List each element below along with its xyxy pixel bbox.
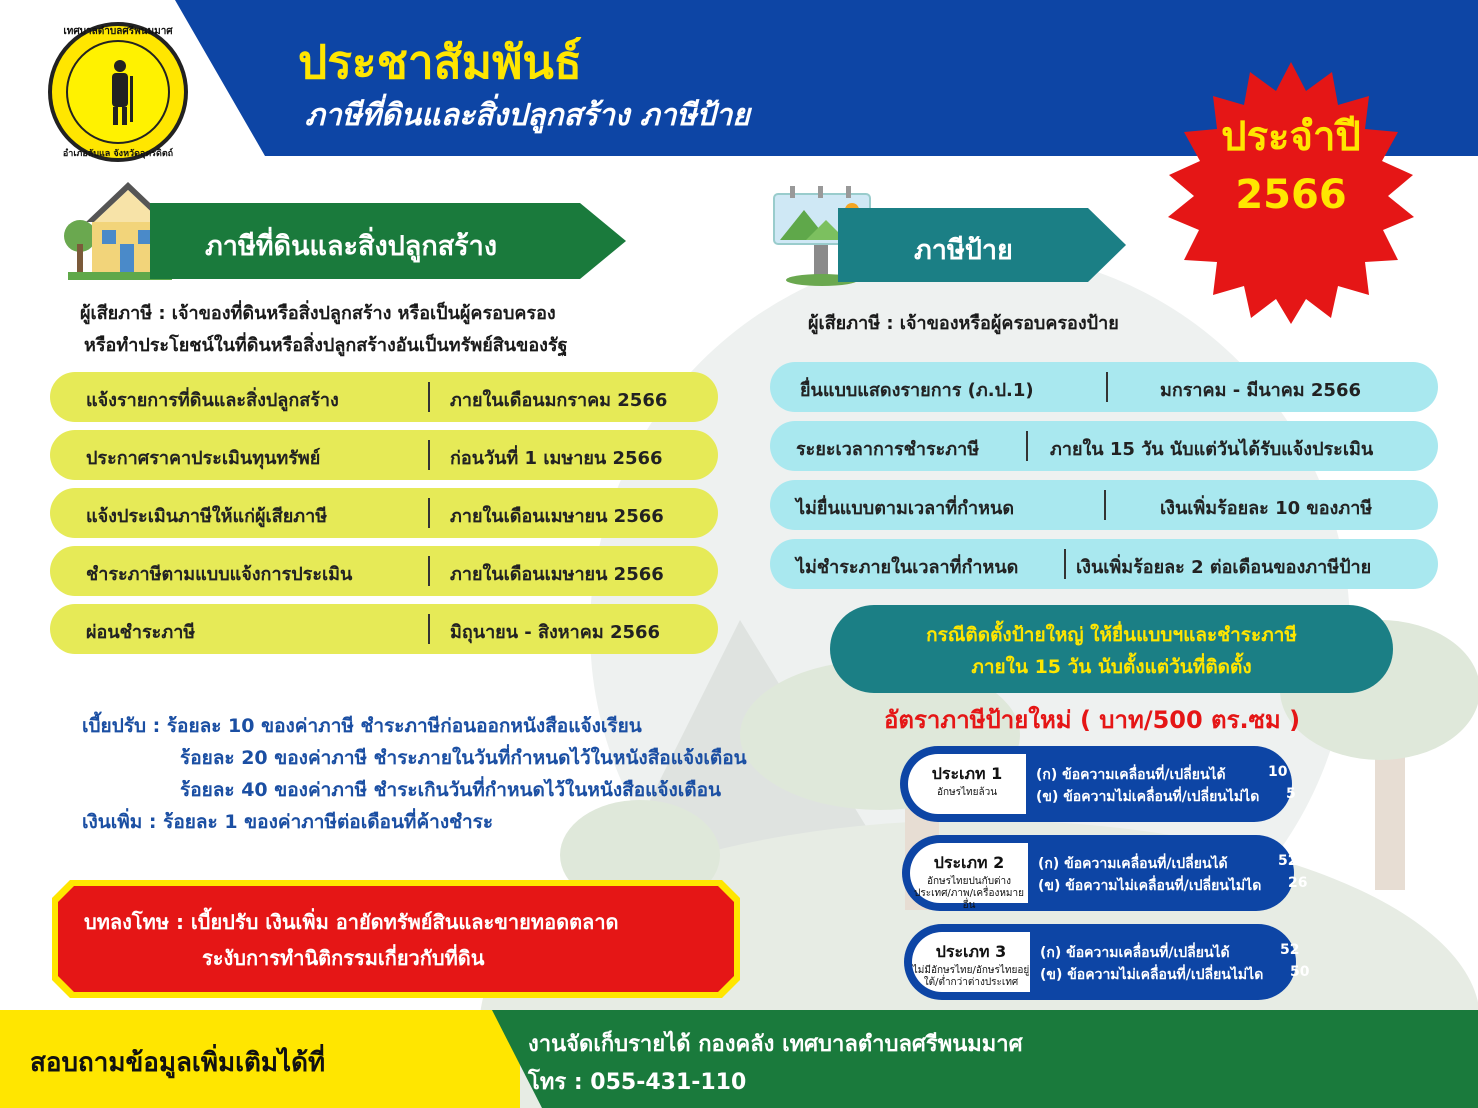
land-tax-heading: ภาษีที่ดินและสิ่งปลูกสร้าง	[205, 231, 498, 262]
rate-row-b-label: (ข) ข้อความไม่เคลื่อนที่/เปลี่ยนไม่ได	[1040, 967, 1264, 983]
sign-tax-heading: ภาษีป้าย	[914, 235, 1013, 266]
rate-row-b-value: 26	[1288, 875, 1308, 891]
land-schedule-row	[50, 546, 718, 596]
page-title: ประชาสัมพันธ์	[298, 35, 582, 89]
surcharge-rule: เงินเพิ่ม : ร้อยละ 1 ของค่าภาษีต่อเดือนที่ค้างชำระ	[82, 811, 494, 833]
land-schedule-row	[50, 372, 718, 422]
fine-rule: เบี้ยปรับ : ร้อยละ 10 ของค่าภาษี ชำระภาษีก่อนออกหนังสือแจ้งเรียน	[82, 715, 642, 737]
rate-card-type2	[902, 835, 1308, 911]
land-tax-payer-line1: ผู้เสียภาษี : เจ้าของที่ดินหรือสิ่งปลูกสร้าง หรือเป็นผู้ครอบครอง	[80, 303, 556, 324]
sign-schedule-row	[770, 480, 1438, 530]
rate-type-tag	[910, 843, 1028, 911]
rate-row-b	[1038, 875, 1308, 897]
fine-rules	[82, 710, 842, 838]
big-sign-line1: กรณีติดตั้งป้ายใหญ่ ให้ยื่นแบบฯและชำระภาษี	[926, 624, 1297, 646]
rate-type-desc: ไม่มีอักษรไทย/อักษรไทยอยู่ใต้/ต่ำกว่าต่างประเทศ	[912, 965, 1030, 988]
rate-row-a-label: (ก) ข้อความเคลื่อนที่/เปลี่ยนได้	[1038, 856, 1228, 872]
rate-card-type3	[904, 924, 1310, 1000]
land-schedule-label: ประกาศราคาประเมินทุนทรัพย์	[86, 448, 321, 469]
rate-row-b-value: 5	[1286, 786, 1296, 802]
rate-row-b-label: (ข) ข้อความไม่เคลื่อนที่/เปลี่ยนไม่ได	[1038, 878, 1262, 894]
rate-card-type1	[900, 746, 1296, 822]
phone-number[interactable]: : 055-431-110	[573, 1070, 747, 1095]
big-sign-notice	[830, 619, 1393, 683]
rate-row-a	[1036, 764, 1288, 786]
land-schedule-value: ภายในเดือนมกราคม 2566	[450, 390, 668, 411]
divider	[428, 440, 430, 470]
land-schedule-label: แจ้งรายการที่ดินและสิ่งปลูกสร้าง	[86, 390, 339, 411]
rate-row-a-value: 10	[1268, 764, 1288, 780]
rate-row-a-label: (ก) ข้อความเคลื่อนที่/เปลี่ยนได้	[1036, 767, 1226, 783]
logo-text-bottom: อำเภอลับแล จังหวัดอุตรดิตถ์	[62, 149, 174, 159]
fine-rule: ร้อยละ 20 ของค่าภาษี ชำระภายในวันที่กำหนดไว้ในหนังสือแจ้งเตือน	[180, 747, 747, 769]
sign-schedule-label: ไม่ชำระภายในเวลาที่กำหนด	[796, 557, 1019, 578]
rate-row-a	[1038, 853, 1298, 875]
divider	[428, 614, 430, 644]
rate-row-a-label: (ก) ข้อความเคลื่อนที่/เปลี่ยนได้	[1040, 945, 1230, 961]
sign-schedule-label: ระยะเวลาการชำระภาษี	[796, 439, 980, 460]
divider	[428, 382, 430, 412]
phone-label: โทร	[528, 1070, 567, 1095]
land-tax-payer-line2: หรือทำประโยชน์ในที่ดินหรือสิ่งปลูกสร้างอันเป็นทรัพย์สินของรัฐ	[84, 335, 568, 356]
land-schedule-label: ผ่อนชำระภาษี	[86, 622, 196, 643]
rate-type-label: ประเภท 2	[933, 853, 1005, 872]
sign-schedule-value: เงินเพิ่มร้อยละ 2 ต่อเดือนของภาษีป้าย	[1076, 557, 1372, 578]
big-sign-line2: ภายใน 15 วัน นับตั้งแต่วันที่ติดตั้ง	[971, 656, 1252, 678]
sign-schedule-value: มกราคม - มีนาคม 2566	[1160, 380, 1361, 401]
rate-type-label: ประเภท 1	[931, 764, 1003, 783]
divider	[1026, 431, 1028, 461]
penalty-line2: ระงับการทำนิติกรรมเกี่ยวกับที่ดิน	[202, 946, 485, 970]
divider	[1104, 490, 1106, 520]
land-schedule-row	[50, 430, 718, 480]
rate-row-a-value: 52	[1278, 853, 1298, 869]
rate-title: อัตราภาษีป้ายใหม่ ( บาท/500 ตร.ซม )	[884, 706, 1301, 734]
sign-schedule-value: เงินเพิ่มร้อยละ 10 ของภาษี	[1160, 498, 1373, 519]
sign-schedule-row	[770, 539, 1438, 589]
sign-schedule-row	[770, 362, 1438, 412]
year-badge-line1: ประจำปี	[1221, 114, 1361, 160]
divider	[1106, 372, 1108, 402]
rate-row-b	[1036, 786, 1296, 808]
penalty-line1: บทลงโทษ : เบี้ยปรับ เงินเพิ่ม อายัดทรัพย์สินและขายทอดตลาด	[84, 910, 619, 934]
land-schedule-row	[50, 604, 718, 654]
land-tax-payer	[80, 298, 720, 362]
rate-row-a	[1040, 942, 1300, 964]
year-badge-label	[1160, 108, 1422, 224]
divider	[428, 498, 430, 528]
rate-type-tag	[912, 932, 1030, 992]
rate-row-a-value: 52	[1280, 942, 1300, 958]
municipality-logo	[48, 22, 188, 162]
land-schedule-row	[50, 488, 718, 538]
rate-row-b	[1040, 964, 1310, 986]
logo-seal-ring	[66, 40, 170, 144]
sign-schedule-row	[770, 421, 1438, 471]
divider	[1064, 549, 1066, 579]
rate-type-label: ประเภท 3	[935, 942, 1007, 961]
penalty-text	[84, 904, 734, 976]
rate-row-b-label: (ข) ข้อความไม่เคลื่อนที่/เปลี่ยนไม่ได	[1036, 789, 1260, 805]
sign-schedule-label: ยื่นแบบแสดงรายการ (ภ.ป.1)	[800, 380, 1034, 401]
land-schedule-value: ก่อนวันที่ 1 เมษายน 2566	[450, 448, 663, 469]
land-schedule-value: ภายในเดือนเมษายน 2566	[450, 506, 664, 527]
footer-ask-text: สอบถามข้อมูลเพิ่มเติมได้ที่	[30, 1048, 326, 1078]
rate-type-desc: อักษรไทยปนกับต่างประเทศ/ภาพ/เครื่องหมายอื่น	[913, 876, 1024, 911]
logo-text-top: เทศบาลตำบลศรีพนมมาศ	[63, 26, 173, 37]
fine-rule: ร้อยละ 40 ของค่าภาษี ชำระเกินวันที่กำหนดไว้ในหนังสือแจ้งเตือน	[180, 779, 721, 801]
page-subtitle: ภาษีที่ดินและสิ่งปลูกสร้าง ภาษีป้าย	[305, 98, 750, 133]
year-badge-line2: 2566	[1235, 172, 1347, 218]
footer-phone	[528, 1064, 746, 1099]
land-schedule-label: ชำระภาษีตามแบบแจ้งการประเมิน	[86, 564, 353, 585]
rate-type-desc: อักษรไทยล้วน	[936, 787, 998, 798]
sign-tax-payer: ผู้เสียภาษี : เจ้าของหรือผู้ครอบครองป้าย	[808, 313, 1119, 334]
sign-schedule-value: ภายใน 15 วัน นับแต่วันได้รับแจ้งประเมิน	[1050, 439, 1374, 460]
land-schedule-value: ภายในเดือนเมษายน 2566	[450, 564, 664, 585]
rate-type-tag	[908, 754, 1026, 814]
guardian-figure-icon	[100, 58, 140, 128]
land-schedule-label: แจ้งประเมินภาษีให้แก่ผู้เสียภาษี	[86, 506, 328, 527]
land-schedule-value: มิถุนายน - สิงหาคม 2566	[450, 622, 661, 643]
divider	[428, 556, 430, 586]
footer-office-name: งานจัดเก็บรายได้ กองคลัง เทศบาลตำบลศรีพนมมาศ	[528, 1032, 1023, 1057]
sign-schedule-label: ไม่ยื่นแบบตามเวลาที่กำหนด	[796, 498, 1015, 519]
rate-row-b-value: 50	[1290, 964, 1310, 980]
